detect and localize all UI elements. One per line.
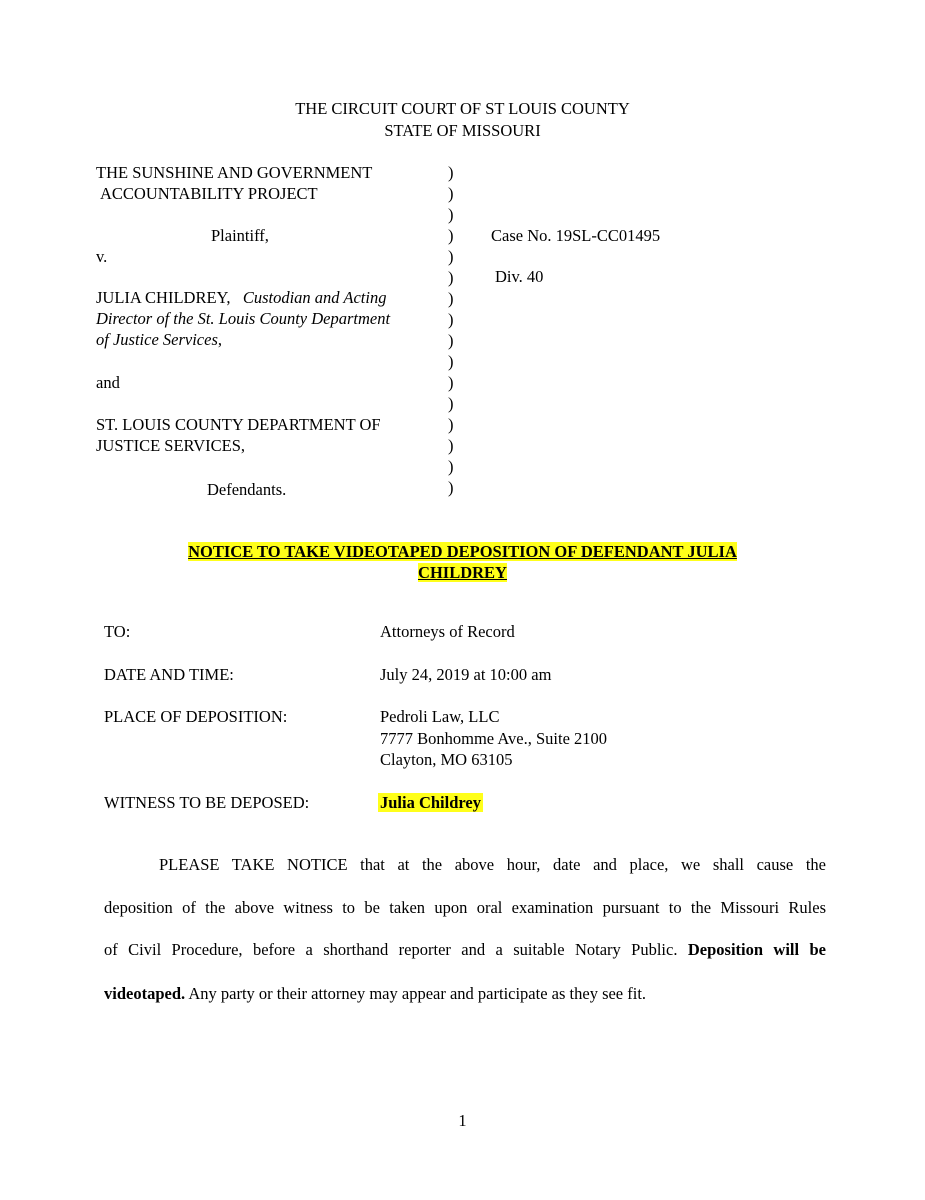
- paren: ): [448, 436, 454, 455]
- paren: ): [448, 184, 454, 203]
- caption-and: and: [96, 373, 120, 392]
- to-value: Attorneys of Record: [380, 622, 515, 641]
- place-line3: Clayton, MO 63105: [380, 750, 513, 769]
- defendant1-name: JULIA CHILDREY,: [96, 288, 231, 307]
- paren: ): [448, 352, 454, 371]
- paren: ): [448, 205, 454, 224]
- defendant1-line1: [96, 288, 386, 308]
- paren: ): [448, 289, 454, 308]
- datetime-label: DATE AND TIME:: [104, 665, 234, 684]
- notice-title-line2-text: CHILDREY: [418, 563, 507, 582]
- paren: ): [448, 478, 454, 497]
- paren: ): [448, 415, 454, 434]
- defendants-label: Defendants.: [207, 480, 287, 499]
- plaintiff-name-line1: THE SUNSHINE AND GOVERNMENT: [96, 163, 373, 182]
- paren: ): [448, 163, 454, 182]
- plaintiff-name-line2: ACCOUNTABILITY PROJECT: [100, 184, 318, 203]
- body-line-4-regular: Any party or their attorney may appear and participate as they see fit.: [185, 984, 647, 1003]
- defendant1-role-part1: Custodian and Acting: [242, 288, 387, 307]
- witness-label: WITNESS TO BE DEPOSED:: [104, 793, 310, 812]
- paren: ): [448, 226, 454, 245]
- body-line-1: PLEASE TAKE NOTICE that at the above hour, date and place, we shall cause the: [159, 855, 826, 874]
- to-label: TO:: [104, 622, 131, 641]
- division: Div. 40: [495, 267, 544, 286]
- place-label: PLACE OF DEPOSITION:: [104, 707, 288, 726]
- place-line1: Pedroli Law, LLC: [380, 707, 500, 726]
- body-line-3-bold: Deposition will be: [687, 940, 826, 959]
- witness-value: [378, 793, 483, 813]
- defendant1-line3: [96, 330, 222, 350]
- court-state: STATE OF MISSOURI: [384, 121, 541, 140]
- body-line-2: deposition of the above witness to be taken upon oral examination pursuant to the Missouri Rules: [104, 898, 826, 917]
- paren: ): [448, 394, 454, 413]
- defendant1-role-part2: Director of the St. Louis County Department: [96, 309, 391, 328]
- paren: ): [448, 331, 454, 350]
- paren: ): [448, 310, 454, 329]
- notice-title-line1: [0, 542, 925, 562]
- place-line2: 7777 Bonhomme Ave., Suite 2100: [380, 729, 608, 748]
- body-line-4: [104, 984, 826, 1004]
- versus: v.: [96, 247, 108, 266]
- paren: ): [448, 457, 454, 476]
- plaintiff-label: Plaintiff,: [211, 226, 269, 245]
- datetime-value: July 24, 2019 at 10:00 am: [380, 665, 552, 684]
- page-number: 1: [458, 1111, 467, 1130]
- defendant1-role-trailer: ,: [217, 330, 222, 349]
- defendant2-line1: ST. LOUIS COUNTY DEPARTMENT OF: [96, 415, 381, 434]
- court-name: THE CIRCUIT COURT OF ST LOUIS COUNTY: [295, 99, 630, 118]
- paren: ): [448, 268, 454, 287]
- notice-title-line2: [0, 563, 925, 583]
- body-line-3-regular: of Civil Procedure, before a shorthand reporter and a suitable Notary Public.: [104, 940, 688, 959]
- witness-name: Julia Childrey: [380, 793, 482, 812]
- case-number: Case No. 19SL-CC01495: [491, 226, 661, 245]
- defendant1-role-part3: of Justice Services: [96, 330, 218, 349]
- paren: ): [448, 373, 454, 392]
- notice-title-line1-text: NOTICE TO TAKE VIDEOTAPED DEPOSITION OF DEFENDANT JULIA: [188, 542, 737, 561]
- defendant2-line2: JUSTICE SERVICES,: [96, 436, 246, 455]
- paren: ): [448, 247, 454, 266]
- body-line-3: [104, 940, 826, 960]
- body-line-4-bold: videotaped.: [104, 984, 186, 1003]
